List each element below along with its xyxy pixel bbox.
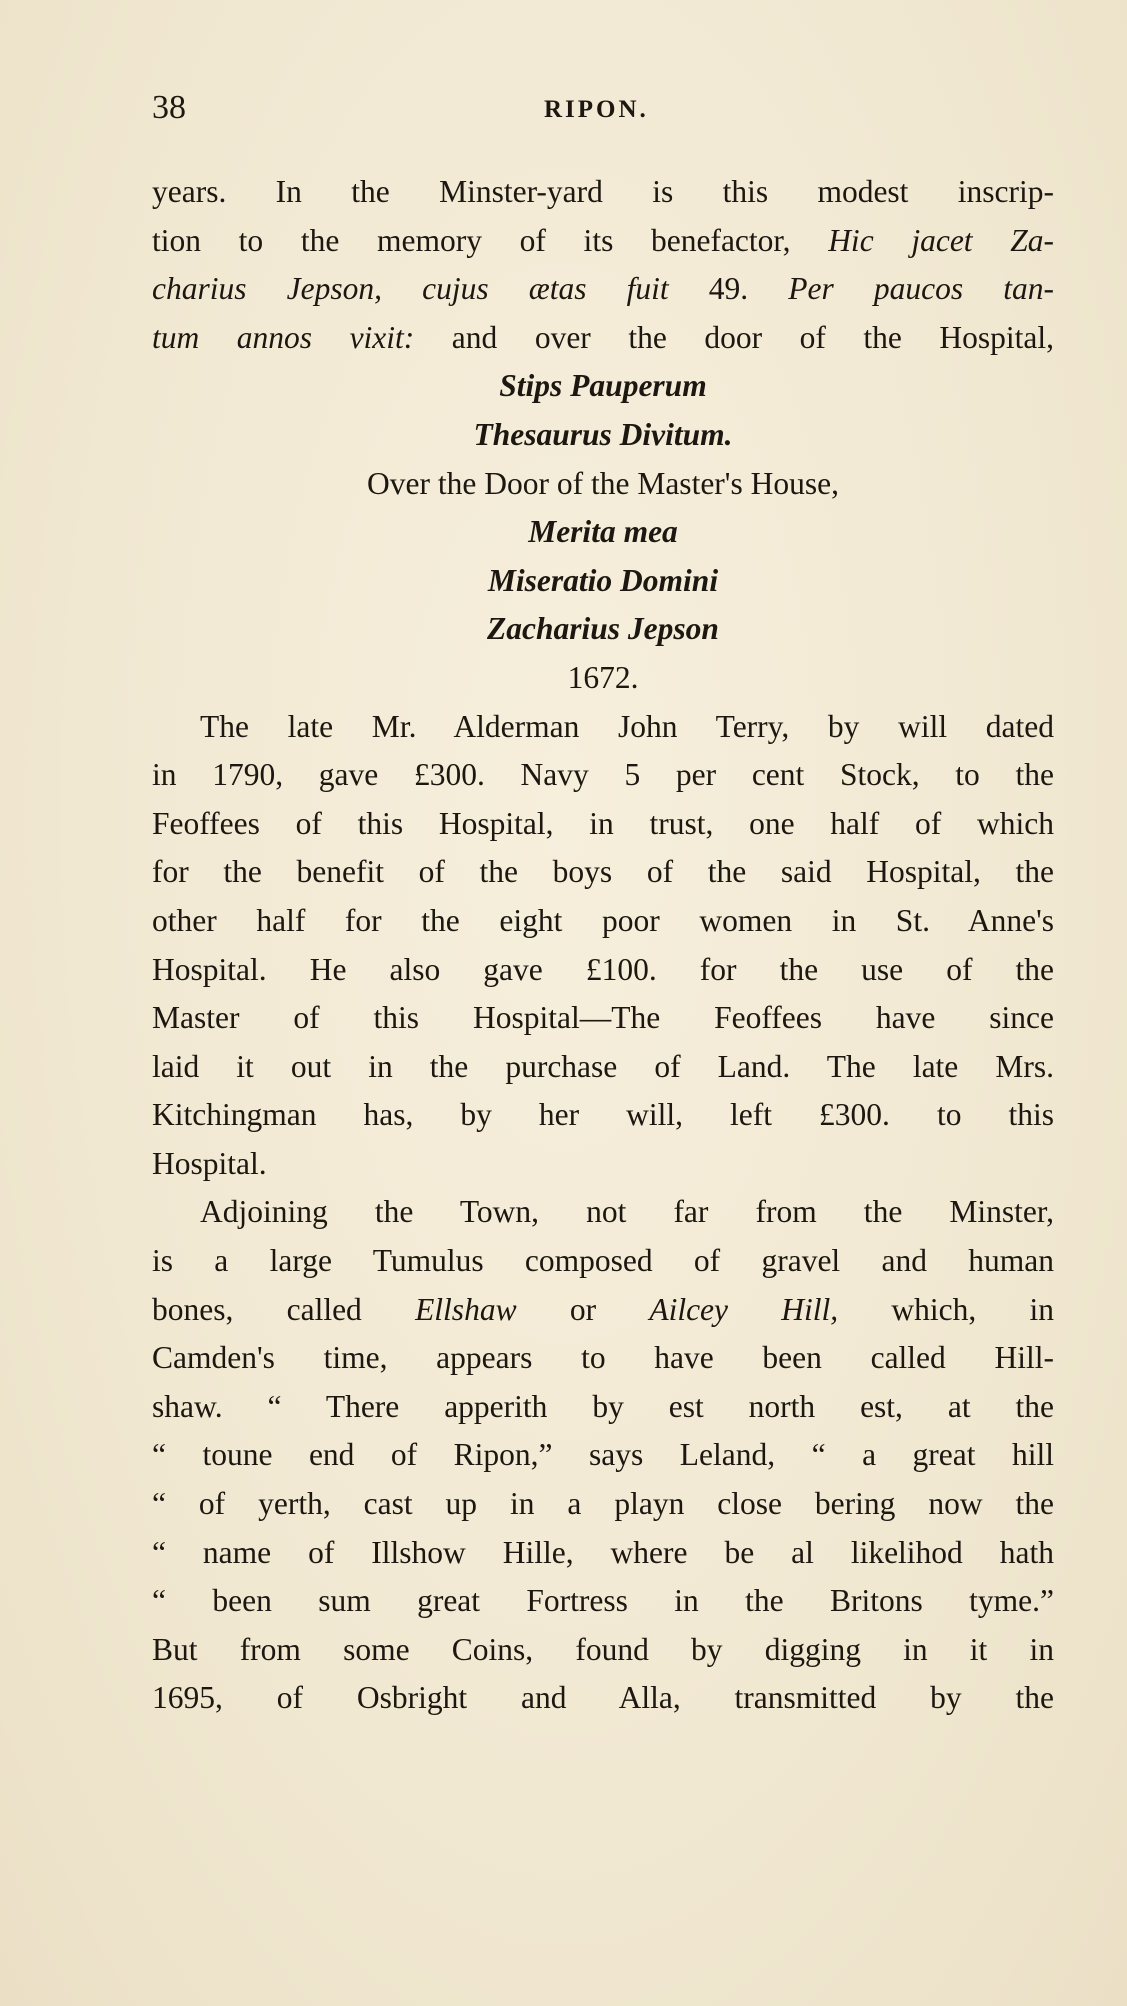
- text-line-16: other half for the eight poor women in St. Anne's: [152, 902, 1054, 938]
- latin-phrase: cujus ætas fuit: [422, 271, 669, 307]
- text-line-20: Kitchingman has, by her will, left £300. to this: [152, 1097, 1054, 1133]
- body-text: [152, 168, 1054, 1723]
- text-line-18: Master of this Hospital—The Feoffees have since: [152, 1000, 1054, 1036]
- latin-phrase: tum annos vixit:: [152, 319, 415, 355]
- inscription-line-1: Stips Pauperum: [499, 368, 707, 404]
- text-line-28: “ of yerth, cast up in a playn close bering now the: [152, 1486, 1054, 1522]
- text-line-26: shaw. “ There apperith by est north est, at the: [152, 1388, 1054, 1424]
- inscription-line-4: Miseratio Domini: [487, 562, 719, 598]
- latin-phrase: charius Jepson,: [152, 271, 382, 307]
- inscription-line-5: Zacharius Jepson: [487, 611, 719, 647]
- latin-phrase: Ellshaw: [415, 1291, 517, 1327]
- running-head: RIPON.: [544, 96, 649, 123]
- text-line-14: Feoffees of this Hospital, in trust, one half of which: [152, 805, 1054, 841]
- text-line-31: But from some Coins, found by digging in it in: [152, 1631, 1054, 1667]
- text-line-17: Hospital. He also gave £100. for the use of the: [152, 951, 1054, 987]
- text-line-24: bones, called Ellshaw or Ailcey Hill, which, in: [152, 1291, 1055, 1327]
- text-line-15: for the benefit of the boys of the said Hospital, the: [152, 854, 1054, 890]
- text-line-1: years. In the Minster-yard is this modest inscrip-: [152, 174, 1054, 209]
- text-line-30: “ been sum great Fortress in the Britons tyme.”: [152, 1583, 1054, 1619]
- latin-phrase: Per paucos tan-: [788, 271, 1055, 307]
- text-line-3: charius Jepson, cujus ætas fuit 49. Per paucos tan-: [152, 271, 1055, 307]
- text-line-2: tion to the memory of its benefactor, Hic jacet Za-: [152, 222, 1054, 258]
- paragraph-start-1: The late Mr. Alderman John Terry, by will dated: [200, 708, 1054, 744]
- text-line-23: is a large Tumulus composed of gravel and human: [152, 1243, 1054, 1279]
- latin-phrase: Hic jacet Za-: [828, 222, 1054, 258]
- page-header: [152, 88, 1052, 128]
- text-line-32: 1695, of Osbright and Alla, transmitted by the: [152, 1680, 1054, 1716]
- text-line-13: in 1790, gave £300. Navy 5 per cent Stock, to the: [152, 757, 1054, 793]
- text-line-4: tum annos vixit: and over the door of the Hospital,: [152, 319, 1055, 355]
- text-line-19: laid it out in the purchase of Land. The late Mrs.: [152, 1048, 1054, 1084]
- text-line-27: “ toune end of Ripon,” says Leland, “ a great hill: [152, 1437, 1054, 1473]
- page-number: 38: [152, 89, 186, 126]
- inscription-line-3: Merita mea: [528, 514, 678, 550]
- inscription-line-2: Thesaurus Divitum.: [473, 416, 733, 452]
- paragraph-start-2: Adjoining the Town, not far from the Minster,: [200, 1194, 1054, 1230]
- text-line-29: “ name of Illshow Hille, where be al likelihod hath: [152, 1534, 1054, 1570]
- latin-phrase: Ailcey Hill,: [649, 1291, 839, 1327]
- inscription-date: 1672.: [567, 659, 639, 695]
- text-line-7: Over the Door of the Master's House,: [367, 465, 839, 501]
- text-line-21: Hospital.: [152, 1145, 267, 1181]
- text-line-25: Camden's time, appears to have been called Hill-: [152, 1340, 1054, 1376]
